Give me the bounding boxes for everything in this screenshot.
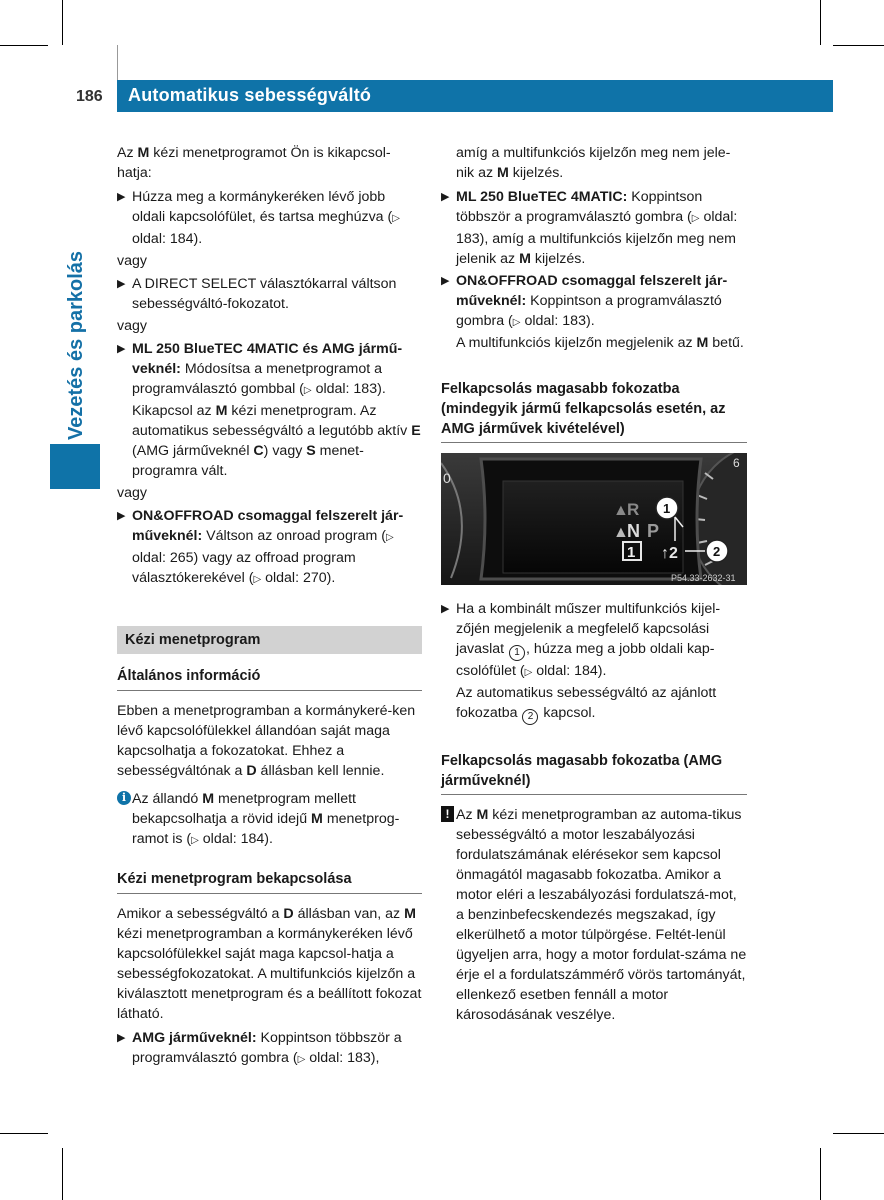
crop-mark [820, 0, 821, 45]
or-label: vagy [117, 485, 147, 501]
info-icon: i [117, 791, 131, 805]
crop-mark [833, 1133, 884, 1134]
bullet-arrow-icon: ▶ [117, 1032, 126, 1044]
subsection-heading: Kézi menetprogram bekapcsolása [117, 869, 422, 894]
page-ref-icon: ▷ [385, 532, 394, 543]
figure-code: P54.33-2632-31 [671, 573, 736, 583]
crop-mark [62, 1148, 63, 1200]
instrument-cluster-illustration [441, 453, 747, 585]
gear-n-label: N [627, 521, 640, 541]
bullet-arrow-icon: ▶ [117, 343, 126, 355]
bullet-arrow-icon: ▶ [117, 510, 126, 522]
bullet-arrow-icon: ▶ [441, 603, 450, 615]
side-tab-bar [50, 444, 100, 489]
intro-paragraph: Az M kézi menetprogramot Ön is kikapcsol-hatja: [117, 145, 391, 181]
svg-text:6: 6 [733, 456, 740, 470]
upshift-indicator: ↑2 [661, 545, 678, 562]
instruction-item: ▶ AMG járműveknél: Koppintson többször a programválasztó gombra (▷ oldal: 183), [117, 1030, 402, 1066]
page-ref-icon: ▷ [297, 1054, 306, 1065]
right-column [441, 143, 747, 1025]
left-column [117, 143, 422, 1072]
or-label: vagy [117, 318, 147, 334]
instruction-item: ▶ ML 250 BlueTEC 4MATIC és AMG jármű-veknél: Módosítsa a menetprogramot a programválasztó gombbal (▷ oldal: 183). Kikapcsol az M kézi menetprogram. Az automatikus sebességváltó a legutóbb aktív E (AMG járműveknél C) vagy S menet-programra vált. [117, 341, 421, 479]
callout-ref-1: 1 [509, 645, 525, 661]
svg-text:▲: ▲ [613, 502, 629, 519]
page-ref-icon: ▷ [253, 574, 262, 585]
instruction-item: ▶ ON&OFFROAD csomaggal felszerelt jár-műveknél: Váltson az onroad program (▷ oldal: 265) vagy az offroad program választókerekével (▷ oldal: 270). [117, 508, 404, 586]
instrument-cluster-figure [441, 453, 747, 585]
warning-icon: ! [441, 806, 454, 822]
crop-mark [0, 45, 48, 46]
body-paragraph: Amikor a sebességváltó a D állásban van, az M kézi menetprogramban a kormánykeréken lévő kapcsolófülekkel saját maga kapcsol-hatja a sebességfokozatokat. A multifunkciós kijelzőn a kiválasztott menetprogram és a beállított fokozat látható. [117, 906, 422, 1022]
subsection-heading: Általános információ [117, 666, 422, 691]
body-paragraph: Ebben a menetprogramban a kormánykeré-ken lévő kapcsolófülekkel állandóan saját maga kapcsolhatja a fokozatokat. Ehhez a sebességváltónak a D állásban kell lennie. [117, 703, 416, 779]
crop-mark [62, 0, 63, 45]
gear-r-label: R [627, 500, 640, 519]
crop-mark [0, 1133, 48, 1134]
crop-mark [833, 45, 884, 46]
svg-text:▲: ▲ [613, 524, 629, 541]
page-ref-icon: ▷ [691, 213, 700, 224]
or-label: vagy [117, 253, 147, 269]
subsection-heading: Felkapcsolás magasabb fokozatba (AMG járműveknél) [441, 751, 747, 795]
instruction-item: ▶ A DIRECT SELECT választókarral váltson sebességváltó-fokozatot. [117, 276, 397, 312]
svg-text:1: 1 [663, 501, 671, 516]
bullet-arrow-icon: ▶ [117, 278, 126, 290]
page-ref-icon: ▷ [191, 835, 199, 846]
info-note: i Az állandó M menetprogram mellett bekapcsolhatja a rövid idejű M menetprog-ramot is (▷ oldal: 184). [117, 789, 422, 851]
subsection-heading: Felkapcsolás magasabb fokozatba (mindegyik jármű felkapcsolás esetén, az AMG járművek kivételével) [441, 379, 747, 443]
bullet-arrow-icon: ▶ [441, 275, 450, 287]
continuation-paragraph: amíg a multifunkciós kijelzőn meg nem jele-nik az M kijelzés. [456, 145, 731, 181]
page-ref-icon: ▷ [524, 667, 533, 678]
bullet-arrow-icon: ▶ [441, 191, 450, 203]
side-tab-label: Vezetés és parkolás [65, 250, 87, 440]
gear-mode-label: 1 [627, 544, 636, 561]
page-number: 186 [76, 88, 103, 105]
gear-p-label: P [647, 521, 660, 541]
page-ref-icon: ▷ [512, 317, 521, 328]
instruction-item: ▶ ON&OFFROAD csomaggal felszerelt jár-műveknél: Koppintson a programválasztó gombra (▷ oldal: 183). A multifunkciós kijelzőn megjelenik az M betű. [441, 273, 744, 351]
page-title: Automatikus sebességváltó [128, 85, 372, 105]
svg-text:2: 2 [713, 544, 721, 559]
page-ref-icon: ▷ [303, 385, 312, 396]
callout-ref-2: 2 [522, 709, 538, 725]
instruction-item: ▶ ML 250 BlueTEC 4MATIC: Koppintson többször a programválasztó gombra (▷ oldal: 183), amíg a multifunkciós kijelzőn meg nem jelenik az M kijelzés. [441, 189, 738, 267]
bullet-arrow-icon: ▶ [117, 191, 126, 203]
page-ref-icon: ▷ [392, 213, 400, 224]
instruction-item: ▶ Ha a kombinált műszer multifunkciós kijel-zőjén megjelenik a megfelelő kapcsolási javaslat 1 , húzza meg a jobb oldali kap-csolófület (▷ oldal: 184). Az automatikus sebességváltó az ajánlott fokozatba 2 kapcsol. [441, 599, 747, 725]
svg-text:0: 0 [443, 470, 451, 486]
section-heading: Kézi menetprogram [117, 626, 422, 654]
crop-mark [820, 1148, 821, 1200]
warning-note: ! Az M kézi menetprogramban az automa-tikus sebességváltó a motor leszabályozási fordulatszámának elérésekor sem kapcsol önmagától magasabb fokozatba. Amikor a motor eléri a leszabályozási fordulatszá-mot, a benzinbefecskendezés megszakad, így elkerülhető a motor túlpörgése. Feltét-lenül ügyeljen arra, hogy a motor fordulat-száma ne érje el a fordulatszámmérő vörös tartományát, ellenkező esetben fennáll a motor károsodásának veszélye. [441, 805, 747, 1025]
instruction-item: ▶ Húzza meg a kormánykeréken lévő jobb oldali kapcsolófület, és tartsa meghúzva (▷ oldal: 184). [117, 189, 400, 247]
